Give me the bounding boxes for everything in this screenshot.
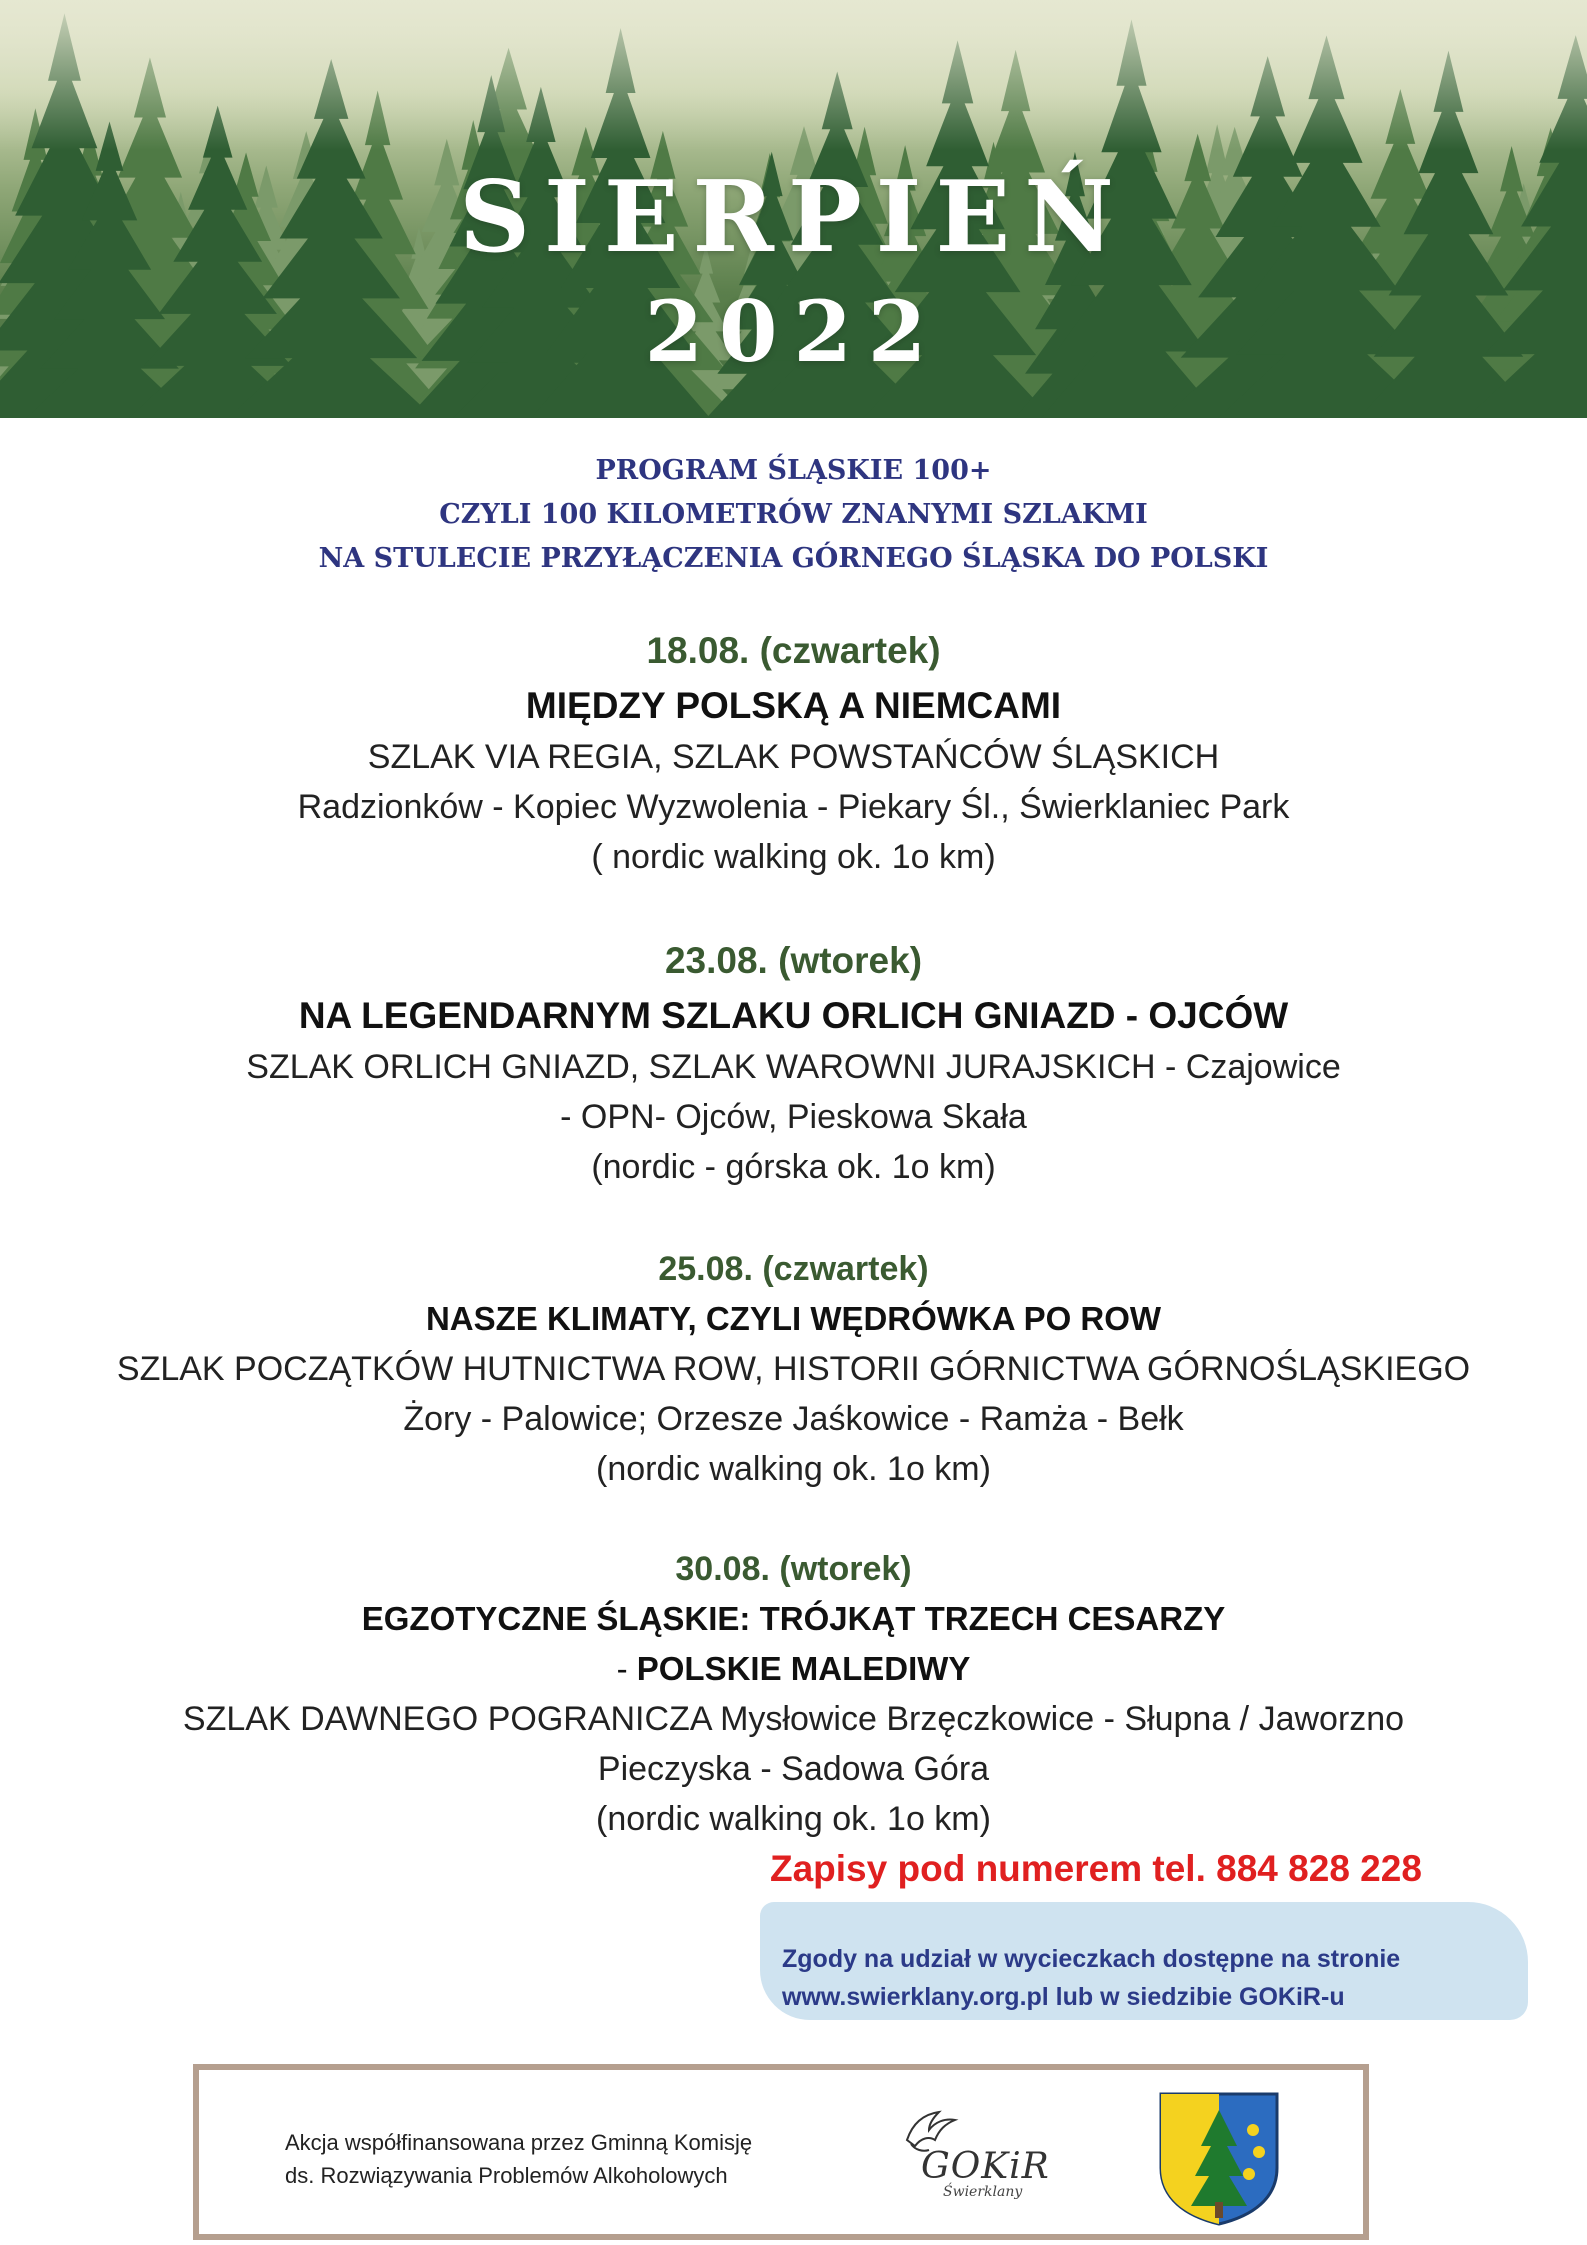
gokir-logo-text: GOKiR xyxy=(921,2146,1050,2187)
event-activity: (nordic - górska ok. 1o km) xyxy=(591,1148,996,1186)
signup-phone: Zapisy pod numerem tel. 884 828 228 xyxy=(770,1848,1422,1889)
event-trail: SZLAK VIA REGIA, SZLAK POWSTAŃCÓW ŚLĄSKICH xyxy=(367,738,1220,776)
footer-box xyxy=(193,2064,1369,2240)
gokir-logo-subtext: Świerklany xyxy=(943,2184,1023,2200)
sponsor-note xyxy=(285,2126,752,2192)
event-activity: (nordic walking ok. 1o km) xyxy=(596,1800,991,1838)
event-activity: (nordic walking ok. 1o km) xyxy=(596,1450,991,1488)
program-heading xyxy=(0,449,1587,581)
program-line-2: CZYLI 100 KILOMETRÓW ZNANYMI SZLAKMI xyxy=(439,499,1148,530)
coat-of-arms-icon xyxy=(1157,2090,1281,2226)
event-subtitle xyxy=(0,1650,1587,1688)
event-title: MIĘDZY POLSKĄ A NIEMCAMI xyxy=(525,685,1062,726)
consent-text xyxy=(782,1940,1400,2016)
sponsor-line-2: ds. Rozwiązywania Problemów Alkoholowych xyxy=(285,2163,728,2188)
event-route: - OPN- Ojców, Pieskowa Skała xyxy=(560,1098,1027,1136)
gokir-logo xyxy=(899,2100,1050,2210)
consent-link[interactable]: www.swierklany.org.pl lub w siedzibie GOKiR-u xyxy=(782,1983,1345,2011)
event-title: EGZOTYCZNE ŚLĄSKIE: TRÓJKĄT TRZECH CESARZY xyxy=(361,1600,1226,1637)
consent-note xyxy=(760,1902,1528,2020)
event-route: Radzionków - Kopiec Wyzwolenia - Piekary Śl., Świerklaniec Park xyxy=(297,788,1290,826)
event-date: 25.08. (czwartek) xyxy=(658,1250,929,1288)
event-title: NASZE KLIMATY, CZYLI WĘDRÓWKA PO ROW xyxy=(425,1300,1162,1337)
event-date: 23.08. (wtorek) xyxy=(664,940,923,981)
event-trail: SZLAK ORLICH GNIAZD, SZLAK WAROWNI JURAJSKICH - Czajowice xyxy=(246,1048,1341,1086)
sponsor-line-1: Akcja współfinansowana przez Gminną Komisję xyxy=(285,2130,753,2155)
forest-banner xyxy=(0,0,1587,418)
event-activity: ( nordic walking ok. 1o km) xyxy=(591,838,996,876)
event-subtitle-dash: - xyxy=(616,1650,637,1687)
event-date: 18.08. (czwartek) xyxy=(646,630,941,671)
event-subtitle-text: POLSKIE MALEDIWY xyxy=(636,1650,971,1687)
month-title: SIERPIEŃ xyxy=(459,160,1128,275)
program-line-3: NA STULECIE PRZYŁĄCZENIA GÓRNEGO ŚLĄSKA DO POLSKI xyxy=(318,543,1269,574)
event-route: Żory - Palowice; Orzesze Jaśkowice - Ramża - Bełk xyxy=(403,1400,1184,1438)
event-trail: SZLAK DAWNEGO POGRANICZA Mysłowice Brzęczkowice - Słupna / Jaworzno xyxy=(182,1700,1405,1738)
event-title: NA LEGENDARNYM SZLAKU ORLICH GNIAZD - OJCÓW xyxy=(298,995,1289,1036)
event-date: 30.08. (wtorek) xyxy=(675,1550,912,1588)
event-route: Pieczyska - Sadowa Góra xyxy=(597,1750,990,1788)
consent-line-1: Zgody na udział w wycieczkach dostępne na stronie xyxy=(782,1945,1401,1973)
event-trail: SZLAK POCZĄTKÓW HUTNICTWA ROW, HISTORII GÓRNICTWA GÓRNOŚLĄSKIEGO xyxy=(116,1350,1471,1388)
program-line-1: PROGRAM ŚLĄSKIE 100+ xyxy=(595,455,992,486)
year-title: 2022 xyxy=(644,282,943,381)
